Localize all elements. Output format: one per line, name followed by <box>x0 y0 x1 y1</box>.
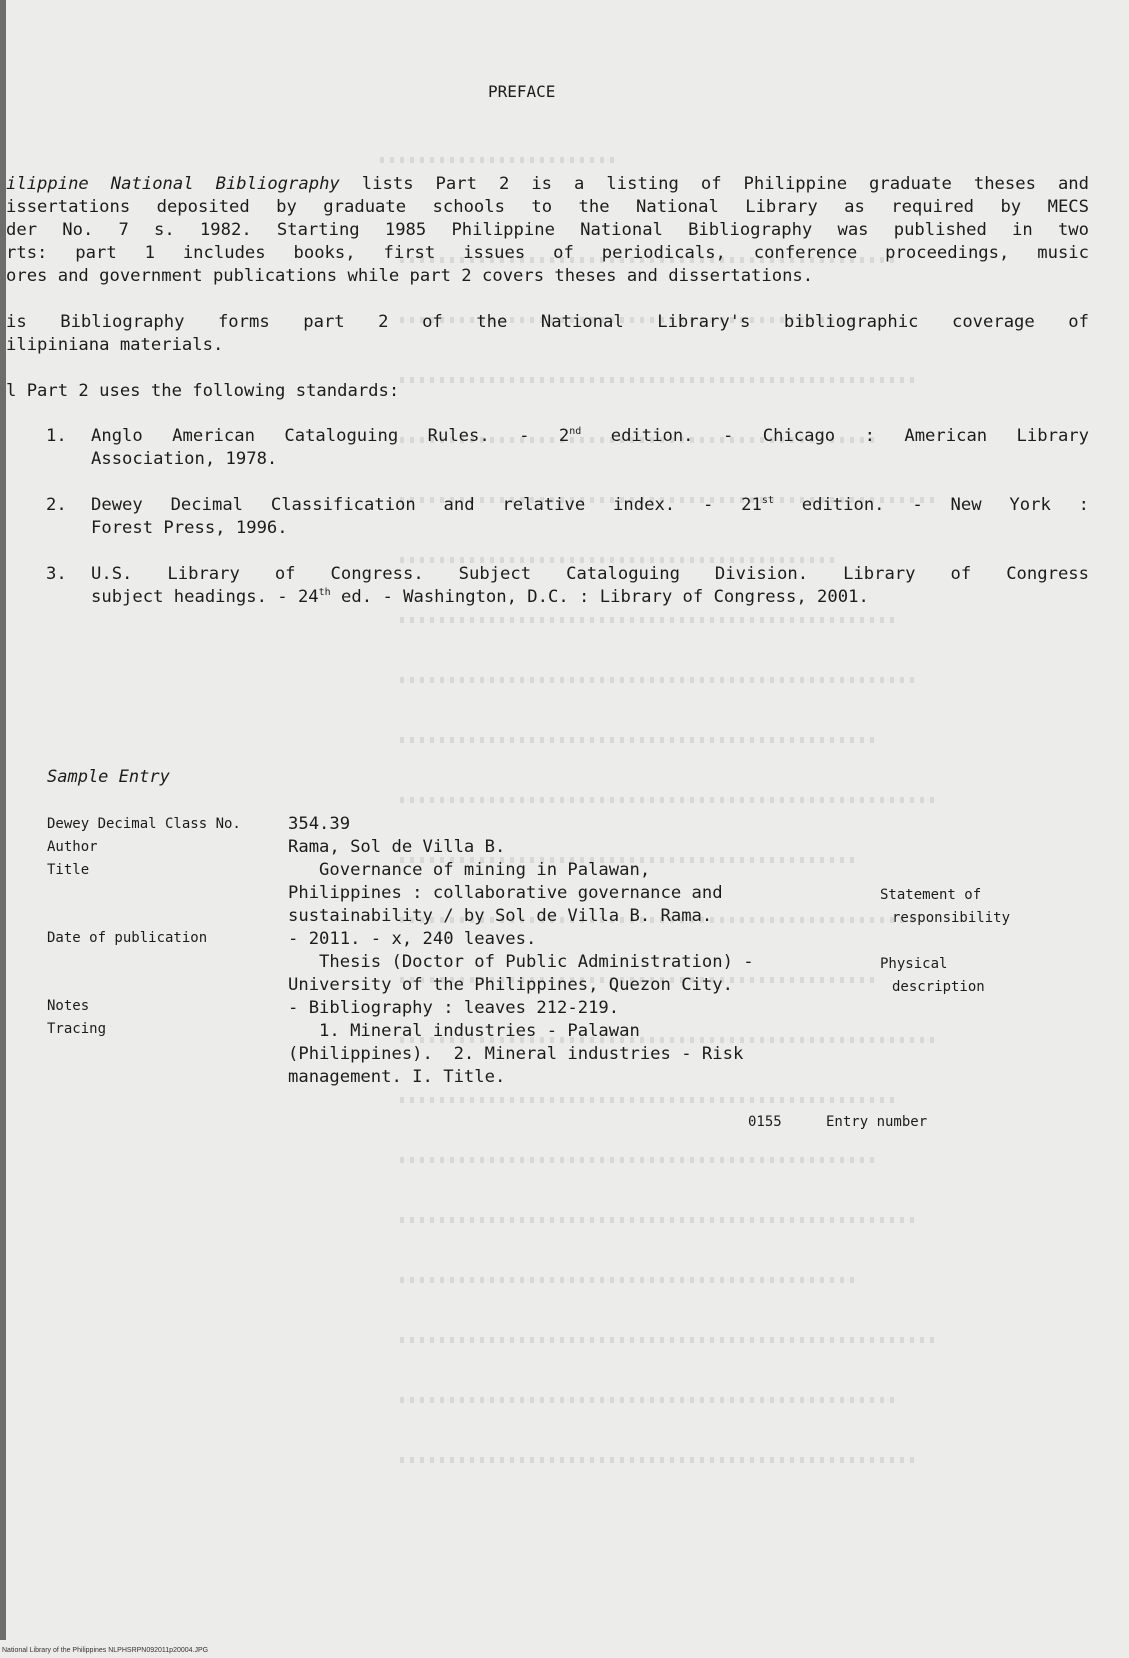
entry-line-10: 1. Mineral industries - Palawan <box>288 1021 640 1041</box>
annotation-statement-2: responsibility <box>892 910 1011 926</box>
scan-footer: National Library of the Philippines NLPHSRPN092011p20004.JPG <box>2 1647 209 1654</box>
standard-item-2: 2. Dewey Decimal Classification and relative index. - 21st edition. - New York : Forest Press, 1996. <box>46 495 1089 538</box>
entry-line-4: Philippines : collaborative governance and <box>288 883 723 903</box>
label-author: Author <box>47 839 98 855</box>
standards-intro: l Part 2 uses the following standards: <box>6 381 400 401</box>
entry-line-2: Rama, Sol de Villa B. <box>288 837 506 857</box>
label-date: Date of publication <box>47 930 208 946</box>
coverage-paragraph <box>6 311 1089 357</box>
label-notes: Notes <box>47 998 90 1014</box>
coverage-line-2: ilipiniana materials. <box>6 335 224 355</box>
intro-line-3: der No. 7 s. 1982. Starting 1985 Philippine National Bibliography was published in two <box>6 220 1089 240</box>
bibliography-title: ilippine National Bibliography <box>6 174 340 194</box>
standard-item-1: 1. Anglo American Cataloguing Rules. - 2nd edition. - Chicago : American Library Association, 1978. <box>46 426 1089 469</box>
annotation-statement-1: Statement of <box>880 887 982 903</box>
entry-line-9: - Bibliography : leaves 212-219. <box>288 998 620 1018</box>
entry-line-7: Thesis (Doctor of Public Administration) - <box>288 952 754 972</box>
annotation-physical-2: description <box>892 979 985 995</box>
entry-number-label: Entry number <box>826 1114 928 1130</box>
standard-item-3: 3. U.S. Library of Congress. Subject Cataloguing Division. Library of Congress subject headings. - 24th ed. - Washington, D.C. : Library of Congress, 2001. <box>46 564 1089 607</box>
entry-line-11: (Philippines). 2. Mineral industries - Risk <box>288 1044 744 1064</box>
entry-line-1: 354.39 <box>288 814 351 834</box>
label-tracing: Tracing <box>47 1021 107 1037</box>
label-title: Title <box>47 862 90 878</box>
annotation-physical-1: Physical <box>880 956 948 972</box>
entry-line-5: sustainability / by Sol de Villa B. Rama. <box>288 906 713 926</box>
intro-line-2: issertations deposited by graduate schools to the National Library as required by MECS <box>6 197 1089 217</box>
intro-line-1: ilippine National Bibliography lists Part 2 is a listing of Philippine graduate theses and <box>6 174 1089 194</box>
page-title: PREFACE <box>488 82 556 101</box>
entry-number-value: 0155 <box>748 1114 782 1130</box>
label-dewey: Dewey Decimal Class No. <box>47 816 241 832</box>
standards-list <box>46 425 1089 632</box>
sample-entry-heading: Sample Entry <box>47 767 170 787</box>
entry-line-6: - 2011. - x, 240 leaves. <box>288 929 537 949</box>
intro-line-5: ores and government publications while part 2 covers theses and dissertations. <box>6 266 814 286</box>
intro-line-4: rts: part 1 includes books, first issues of periodicals, conference proceedings, music <box>6 243 1089 263</box>
entry-line-8: University of the Philippines, Quezon City. <box>288 975 733 995</box>
coverage-line-1: is Bibliography forms part 2 of the National Library's bibliographic coverage of <box>6 312 1089 332</box>
intro-paragraph <box>6 173 1089 288</box>
entry-line-12: management. I. Title. <box>288 1067 506 1087</box>
entry-line-3: Governance of mining in Palawan, <box>288 860 651 880</box>
